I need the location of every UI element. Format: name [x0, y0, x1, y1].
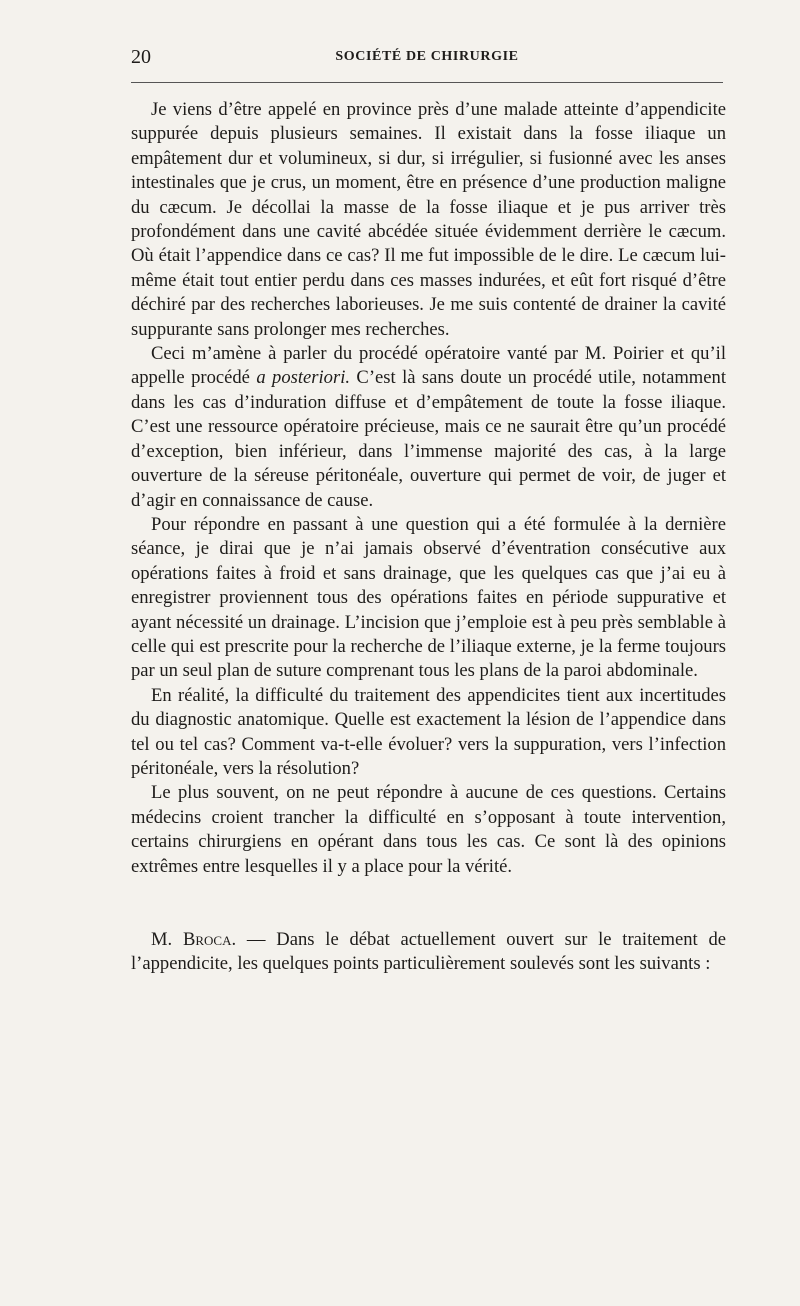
- speaker-name: M. Broca.: [151, 929, 237, 950]
- paragraph-case-report: Je viens d’être appelé en province près d’une malade atteinte d’appendicite suppurée depuis plusieurs semaines. Il existait dans la fosse iliaque un empâtement dur et volumineux, si dur, si irrégulier, si fusionné avec les anses intestinales que je crus, un moment, être en présence d’une production maligne du cæcum. Je décollai la masse de la fosse iliaque et je pus arriver très profondément dans une cavité abcédée située évidemment derrière le cæcum. Où était l’appendice dans ce cas? Il me fut impossible de le dire. Le cæcum lui-même était tout entier perdu dans ces masses indurées, et eût fort risqué d’être déchiré par des recherches laborieuses. Je me suis contenté de drainer la cavité suppurante sans prolonger mes recherches.: [131, 99, 726, 340]
- paragraph-diagnosis: En réalité, la difficulté du traitement des appendicites tient aux incertitudes du diagnostic anatomique. Quelle est exactement la lésion de l’appendice dans tel ou tel cas? Comment va-t-elle évoluer? vers la suppuration, vers l’infection péritonéale, vers la résolution?: [131, 684, 726, 779]
- page-number: 20: [131, 46, 151, 68]
- italic-term: a posteriori.: [256, 367, 351, 389]
- paragraph-procedure: Ceci m’amène à parler du procédé opératoire vanté par M. Poirier et qu’il appelle procédé a posteriori. C’est là sans doute un procédé utile, notamment dans les cas d’induration diffuse et d’empâtement de toute la fosse iliaque. C’est une ressource opératoire précieuse, mais ce ne saurait être qu’un procédé d’exception, bien inférieur, dans l’immense majorité des cas, à la large ouverture de la séreuse péritonéale, ouverture qui permet de voir, de juger et d’agir en connaissance de cause.: [131, 343, 726, 511]
- paragraph-eventration: Pour répondre en passant à une question qui a été formulée à la dernière séance, je dirai que je n’ai jamais observé d’éventration consécutive aux opérations faites à froid et sans drainage, que les quelques cas que j’ai eu à enregistrer proviennent tous des opérations faites en période suppurative et ayant nécessité un drainage. L’incision que j’emploie est à peu près semblable à celle qui est prescrite pour la recherche de l’iliaque externe, je la ferme toujours par un seul plan de suture comprenant tous les plans de la paroi abdominale.: [131, 513, 726, 682]
- page-header: [131, 46, 723, 76]
- paragraph-opinions: Le plus souvent, on ne peut répondre à aucune de ces questions. Certains médecins croient trancher la difficulté en s’opposant à toute intervention, certains chirurgiens en opérant dans tous les cas. Ce sont là des opinions extrêmes entre lesquelles il y a place pour la vérité.: [131, 782, 726, 877]
- body-text: [131, 98, 726, 977]
- paragraph-broca: M. Broca. — Dans le débat actuellement ouvert sur le traitement de l’appendicite, les quelques points particulièrement soulevés sont les suivants :: [131, 929, 727, 975]
- header-rule: [131, 82, 723, 83]
- running-title: SOCIÉTÉ DE CHIRURGIE: [335, 49, 519, 64]
